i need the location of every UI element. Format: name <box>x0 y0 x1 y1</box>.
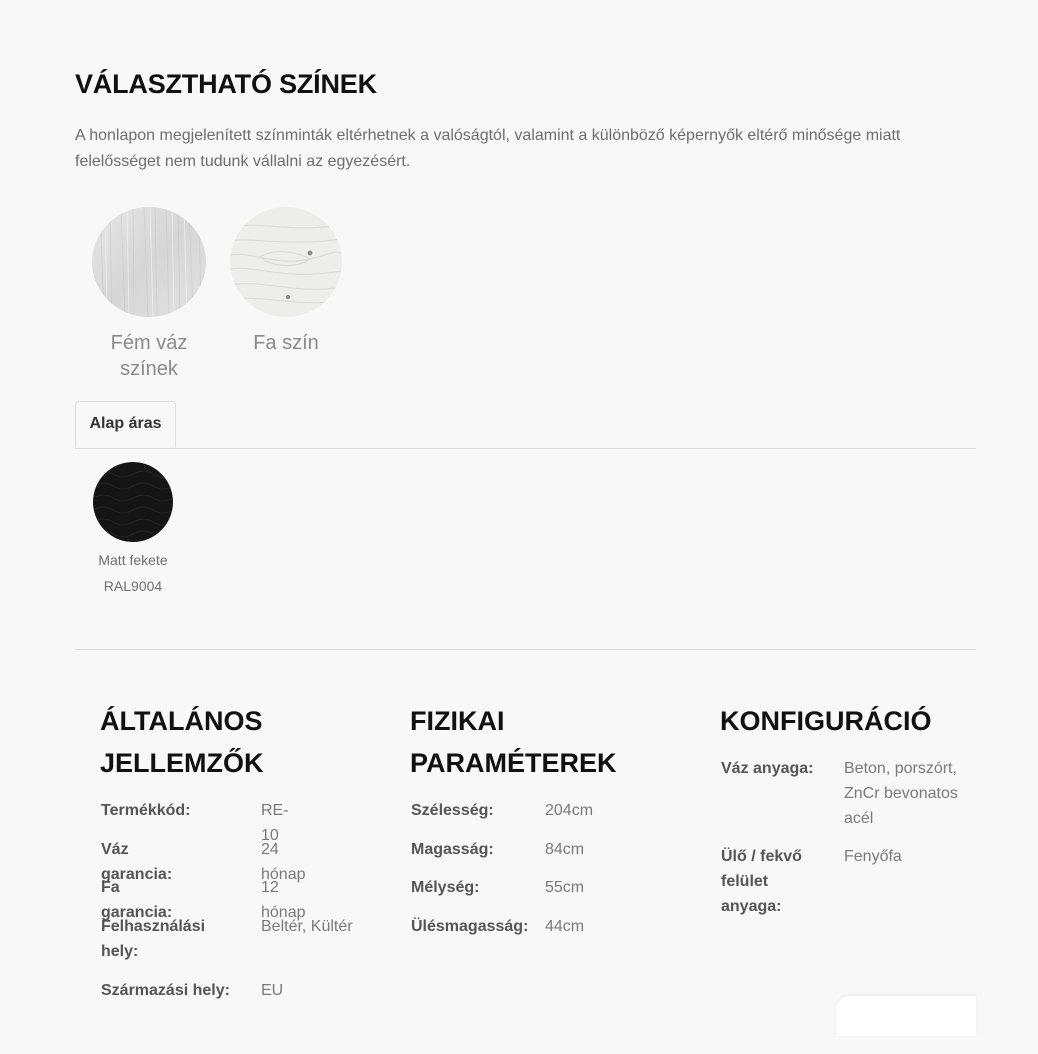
color-disclaimer: A honlapon megjelenített színminták eltérhetnek a valóságtól, valamint a különböző képernyők eltérő minősége miatt felelősséget nem tudunk vállalni az egyezésért. <box>75 127 901 170</box>
physical-specs-title: FIZIKAI PARAMÉTEREK <box>410 706 617 778</box>
color-swatch-image <box>93 462 173 542</box>
general-specs <box>100 700 264 784</box>
tab-alap-aras[interactable]: Alap áras <box>75 401 176 448</box>
color-code: RAL9004 <box>103 578 163 594</box>
physical-specs <box>410 700 617 784</box>
swatch-wood[interactable] <box>230 207 342 356</box>
general-specs-title: ÁLTALÁNOS JELLEMZŐK <box>100 706 264 778</box>
price-tabs <box>75 401 976 449</box>
swatch-label: Fém váz színek <box>110 332 188 380</box>
swatch-metal-frame[interactable] <box>92 207 206 382</box>
color-option-matt-black[interactable] <box>93 462 173 598</box>
color-name: Matt fekete <box>98 552 168 568</box>
swatch-label: Fa szín <box>253 332 319 354</box>
config-specs <box>720 700 932 742</box>
config-specs-title: KONFIGURÁCIÓ <box>720 706 932 736</box>
floating-widget-edge[interactable] <box>836 996 976 1036</box>
colors-section-title: VÁLASZTHATÓ SZÍNEK <box>75 69 377 99</box>
wood-texture-image <box>230 207 342 317</box>
metal-texture-image <box>92 207 206 317</box>
section-divider <box>75 649 976 650</box>
